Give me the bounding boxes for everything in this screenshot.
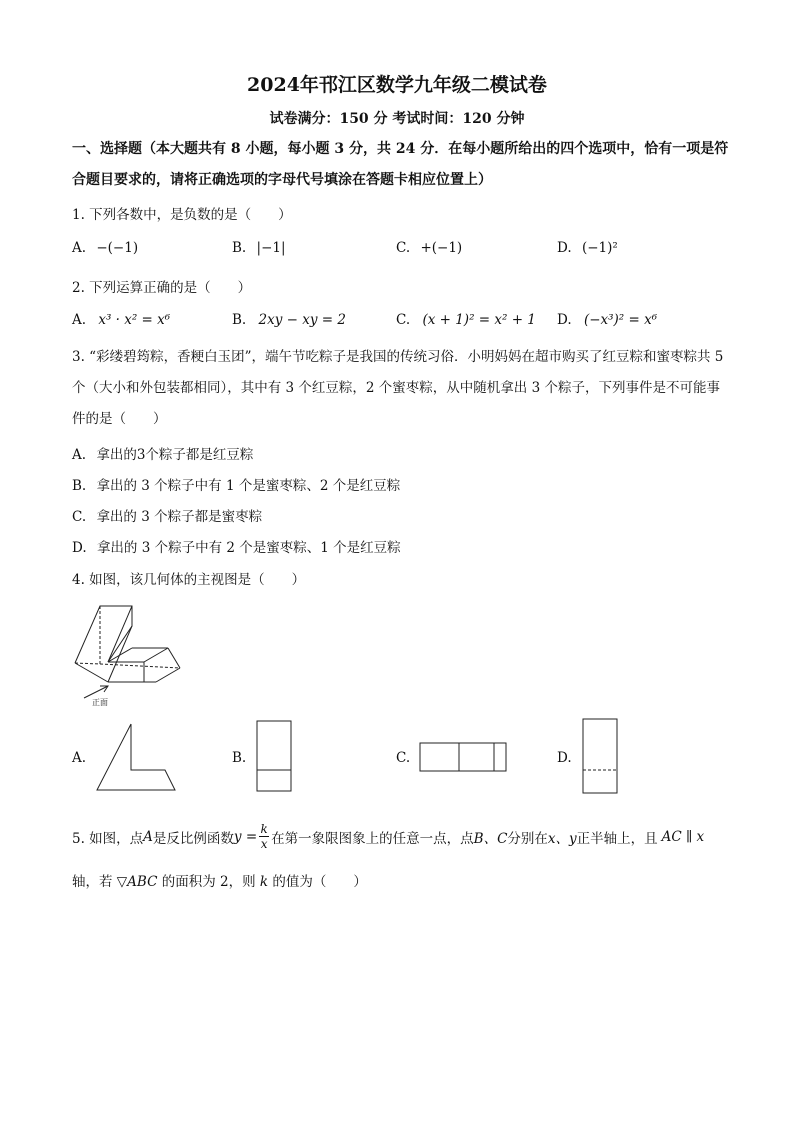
q3-option-a: [72, 443, 253, 463]
q4-option-a-shape: [95, 722, 179, 792]
q5-points-bc: B、C: [473, 830, 508, 847]
q5-text: 正半轴上，且: [576, 830, 658, 847]
page-subtitle: 试卷满分：150 分 考试时间：120 分钟: [269, 111, 525, 127]
q4-option-d-label: D.: [557, 750, 572, 766]
question-5-line-2: [72, 870, 367, 890]
q5-k: k: [259, 874, 269, 890]
q5-parallel-relation: AC ∥ x: [661, 828, 705, 845]
front-view-label: 正面: [92, 698, 108, 707]
question-5-line-1: [72, 822, 704, 851]
q5-function-lhs: y =: [233, 828, 258, 845]
option-label: B.: [232, 240, 247, 256]
option-label: D.: [72, 540, 87, 556]
option-label: C.: [396, 312, 411, 328]
q3-option-d: [72, 536, 401, 556]
q4-option-b-label: B.: [232, 750, 247, 766]
question-2-stem: 2. 下列运算正确的是（ ）: [72, 280, 252, 296]
q5-fraction: [259, 822, 269, 851]
section-heading: 一、选择题（本大题共有 8 小题，每小题 3 分，共 24 分．在每小题所给出的四个选项中，恰有一项是符合题目要求的，请将正确选项的字母代号填涂在答题卡相应位置上）: [72, 141, 729, 188]
q5-text: 的面积为 2，则: [161, 874, 256, 890]
q5-triangle: ▽ABC: [116, 874, 158, 890]
q5-text: 分别在: [507, 830, 548, 847]
option-label: C.: [396, 240, 411, 256]
q4-option-b-shape: [256, 720, 294, 794]
page-title: 2024年邗江区数学九年级二模试卷: [247, 74, 547, 96]
option-label: B.: [72, 478, 87, 494]
option-label: A.: [72, 312, 87, 328]
q2-option-a: [72, 312, 170, 328]
option-text: +(−1): [420, 240, 463, 256]
option-label: D.: [557, 240, 572, 256]
option-text: 拿出的3个粽子都是红豆粽: [96, 447, 254, 463]
option-text: (−1)²: [581, 240, 618, 256]
option-text: |−1|: [256, 240, 286, 256]
solid-geometry-figure: [70, 598, 185, 708]
question-1-stem: 1. 下列各数中，是负数的是（ ）: [72, 207, 292, 223]
option-text: 拿出的 3 个粽子中有 2 个是蜜枣粽、1 个是红豆粽: [96, 540, 401, 556]
q1-option-b: [232, 240, 286, 256]
option-text: 2xy − xy = 2: [258, 312, 346, 328]
q5-text: 是反比例函数: [152, 830, 234, 847]
option-text: x³ · x² = x⁶: [98, 312, 171, 328]
q4-option-a-label: A.: [72, 750, 87, 766]
q3-option-b: [72, 474, 400, 494]
option-text: (−x³)² = x⁶: [583, 312, 658, 328]
question-4-stem: 4. 如图，该几何体的主视图是（ ）: [72, 572, 306, 588]
option-text: −(−1): [96, 240, 139, 256]
fraction-numerator: k: [260, 822, 268, 836]
q1-option-c: [396, 240, 462, 256]
q1-option-a: [72, 240, 138, 256]
option-text: 拿出的 3 个粽子中有 1 个是蜜枣粽、2 个是红豆粽: [96, 478, 401, 494]
q3-option-c: [72, 505, 262, 525]
q5-axes: x、y: [547, 830, 577, 847]
q4-option-c-shape: [419, 742, 509, 774]
q2-option-c: [396, 312, 536, 328]
q5-point-a: A: [143, 828, 153, 845]
q5-text: 轴，若: [72, 874, 113, 890]
question-3-stem: 3. “彩缕碧筠粽，香粳白玉团”，端午节吃粽子是我国的传统习俗．小明妈妈在超市购买了红豆粽和蜜枣粽共 5 个（大小和外包装都相同），其中有 3 个红豆粽，2 个蜜枣粽，从中随机拿出 3 个粽子，下列事件是不可能事件的是（ ）: [72, 349, 724, 427]
option-label: D.: [557, 312, 572, 328]
q4-option-d-shape: [582, 718, 620, 796]
q4-option-c-label: C.: [396, 750, 411, 766]
q5-text: 在第一象限图象上的任意一点，点: [271, 830, 474, 847]
q5-text: 的值为（ ）: [272, 874, 367, 890]
option-text: 拿出的 3 个粽子都是蜜枣粽: [96, 509, 263, 525]
fraction-denominator: x: [260, 837, 268, 851]
q2-option-b: [232, 312, 346, 328]
option-label: C.: [72, 509, 87, 525]
q2-option-d: [557, 312, 657, 328]
option-label: A.: [72, 240, 87, 256]
option-label: B.: [232, 312, 247, 328]
option-label: A.: [72, 447, 87, 463]
q1-option-d: [557, 240, 618, 256]
q5-text: 5. 如图，点: [72, 830, 144, 847]
option-text: (x + 1)² = x² + 1: [422, 312, 536, 328]
